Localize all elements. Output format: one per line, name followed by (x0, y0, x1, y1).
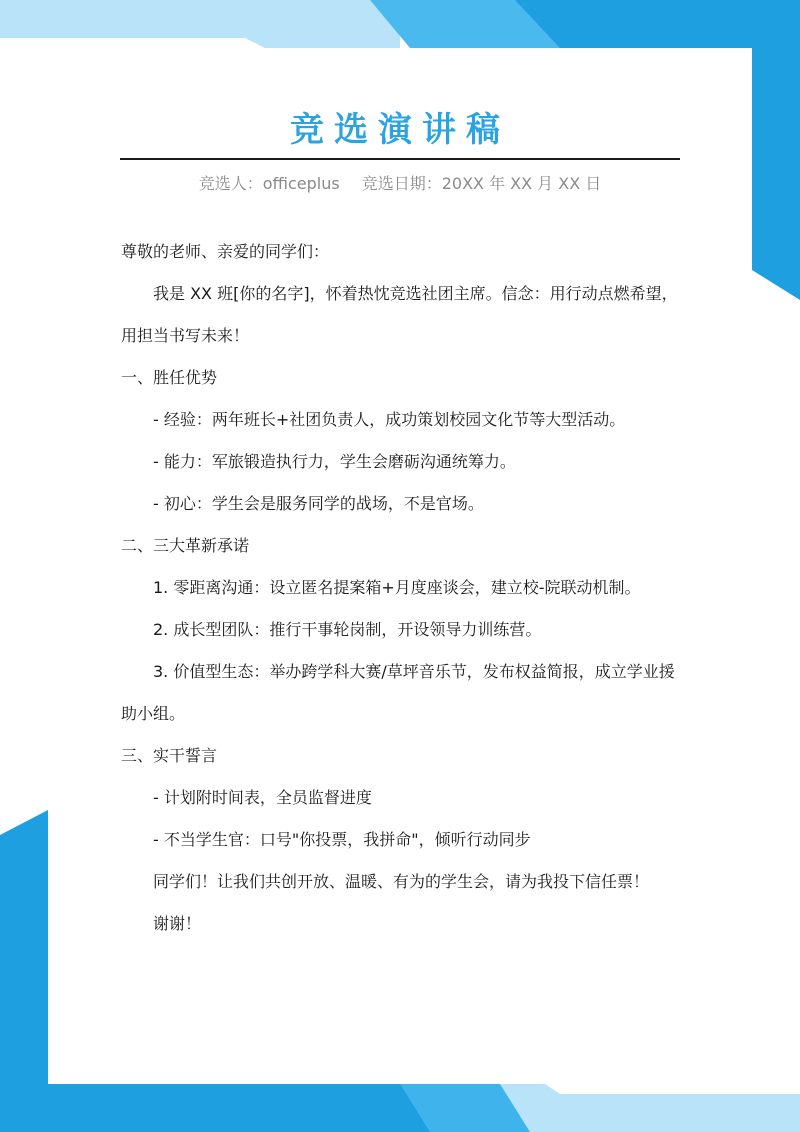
candidate-label: 竞选人：officeplus (198, 174, 340, 193)
intro-paragraph-line2: 用担当书写未来！ (121, 326, 250, 345)
section3-heading: 三、实干誓言 (121, 746, 218, 765)
intro-paragraph-line1: 我是 XX 班[你的名字]，怀着热忱竞选社团主席。信念：用行动点燃希望， (153, 284, 678, 303)
document-title: 竞选演讲稿 (290, 110, 510, 150)
section2-item-ecosystem: 3. 价值型生态：举办跨学科大赛/草坪音乐节，发布权益简报，成立学业援 (153, 662, 675, 681)
thanks-line: 谢谢！ (153, 914, 202, 933)
section2-item-ecosystem-cont: 助小组。 (121, 704, 186, 723)
title-divider (120, 158, 680, 160)
section2-heading: 二、三大革新承诺 (121, 536, 250, 555)
greeting: 尊敬的老师、亲爱的同学们： (121, 242, 330, 261)
section1-heading: 一、胜任优势 (121, 368, 218, 387)
section2-item-team: 2. 成长型团队：推行干事轮岗制，开设领导力训练营。 (153, 620, 542, 639)
section3-item-plan: - 计划附时间表，全员监督进度 (153, 788, 372, 807)
closing-paragraph: 同学们！让我们共创开放、温暖、有为的学生会，请为我投下信任票！ (153, 872, 650, 891)
section3-item-slogan: - 不当学生官：口号"你投票，我拼命"，倾听行动同步 (153, 830, 531, 849)
election-date: 竞选日期：20XX 年 XX 月 XX 日 (361, 174, 602, 193)
section1-item-motivation: - 初心：学生会是服务同学的战场，不是官场。 (153, 494, 484, 513)
section1-item-ability: - 能力：军旅锻造执行力，学生会磨砺沟通统筹力。 (153, 452, 516, 471)
section1-item-experience: - 经验：两年班长+社团负责人，成功策划校园文化节等大型活动。 (153, 410, 626, 429)
document-meta (0, 172, 800, 196)
section2-item-communication: 1. 零距离沟通：设立匿名提案箱+月度座谈会，建立校-院联动机制。 (153, 578, 641, 597)
